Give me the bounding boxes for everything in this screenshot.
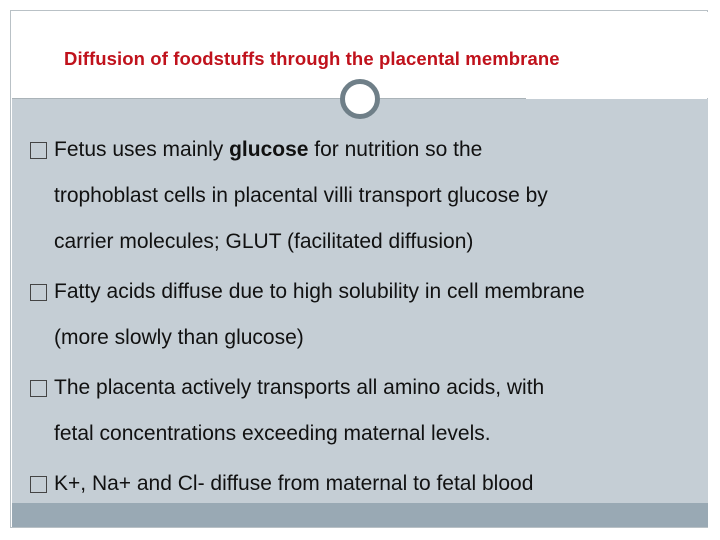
bullet-text: for nutrition so the — [308, 138, 483, 161]
bullet-line: The placenta actively transports all amino acids, with — [54, 376, 545, 399]
bullet-line: Fatty acids diffuse due to high solubility in cell membrane — [54, 280, 585, 303]
bullet-line: carrier molecules; GLUT (facilitated diffusion) — [54, 230, 474, 253]
bullet-line: fetal concentrations exceeding maternal levels. — [54, 422, 491, 445]
divider-right — [380, 98, 526, 99]
slide-title: Diffusion of foodstuffs through the placental membrane — [64, 48, 560, 69]
bullet-text: Fetus uses mainly — [54, 138, 230, 161]
footer-bar — [12, 503, 708, 527]
bullet-box-icon — [30, 476, 47, 493]
bullet-line: (more slowly than glucose) — [54, 326, 304, 349]
bullet-box-icon — [30, 142, 47, 159]
bullet-line: K+, Na+ and Cl- diffuse from maternal to fetal blood — [54, 472, 534, 495]
bullet-line: trophoblast cells in placental villi transport glucose by — [54, 184, 548, 207]
bullet-bold-text: glucose — [229, 138, 309, 161]
bullet-box-icon — [30, 284, 47, 301]
divider-left — [12, 98, 342, 99]
ring-ornament-icon — [340, 79, 380, 119]
bullet-box-icon — [30, 380, 47, 397]
bullet-line — [54, 136, 482, 164]
